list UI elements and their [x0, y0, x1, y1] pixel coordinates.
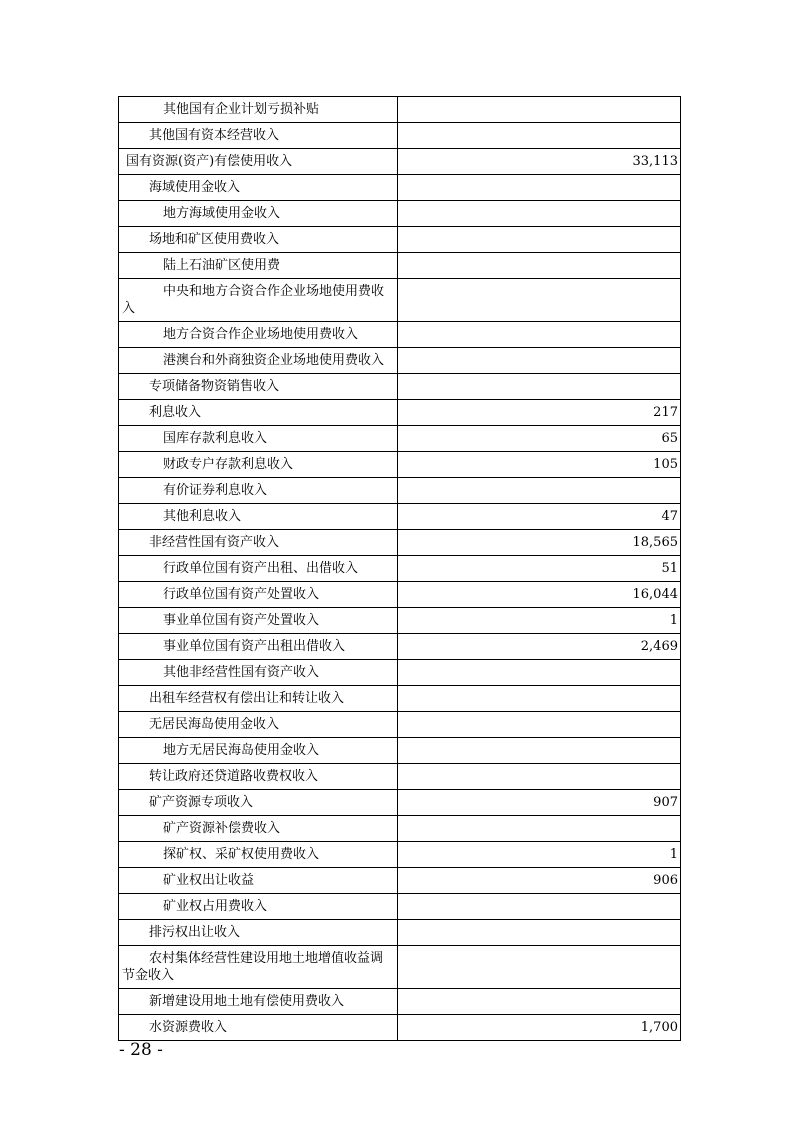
item-name: 有价证券利息收入 — [163, 483, 268, 498]
item-name: 出租车经营权有偿出让和转让收入 — [149, 691, 345, 706]
table-row — [119, 452, 681, 478]
item-name: 其他国有企业计划亏损补贴 — [163, 102, 320, 117]
item-name-cell — [119, 149, 398, 175]
table-row — [119, 608, 681, 634]
item-value — [398, 175, 681, 201]
table-row — [119, 556, 681, 582]
item-name-cell — [119, 400, 398, 426]
table-row — [119, 989, 681, 1015]
item-name: 地方海域使用金收入 — [163, 206, 281, 221]
item-name-cell — [119, 686, 398, 712]
item-value — [398, 279, 681, 322]
item-name: 事业单位国有资产处置收入 — [163, 613, 320, 628]
item-name: 利息收入 — [149, 405, 202, 420]
revenue-table — [118, 96, 681, 1041]
table-row — [119, 946, 681, 989]
item-name: 新增建设用地土地有偿使用费收入 — [149, 994, 345, 1009]
item-name-cell — [119, 478, 398, 504]
table-row — [119, 227, 681, 253]
item-name-cell — [119, 556, 398, 582]
item-name-cell — [119, 452, 398, 478]
item-name-cell — [119, 175, 398, 201]
item-name: 港澳台和外商独资企业场地使用费收入 — [163, 353, 385, 368]
item-name: 矿产资源专项收入 — [149, 795, 254, 810]
item-name-cell — [119, 348, 398, 374]
item-value: 907 — [398, 790, 681, 816]
item-value: 18,565 — [398, 530, 681, 556]
table-row — [119, 816, 681, 842]
item-name: 矿产资源补偿费收入 — [163, 821, 281, 836]
item-name: 矿业权出让收益 — [163, 873, 255, 888]
item-name: 转让政府还贷道路收费权收入 — [149, 769, 319, 784]
item-name-cell — [119, 842, 398, 868]
item-name-cell — [119, 608, 398, 634]
item-value: 51 — [398, 556, 681, 582]
item-name-cell — [119, 816, 398, 842]
item-name: 场地和矿区使用费收入 — [149, 232, 280, 247]
item-value: 65 — [398, 426, 681, 452]
item-name: 中央和地方合资合作企业场地使用费收入 — [122, 284, 385, 316]
item-value — [398, 686, 681, 712]
item-value: 217 — [398, 400, 681, 426]
table-row — [119, 201, 681, 227]
page-number: - 28 - — [119, 1040, 163, 1060]
table-row — [119, 738, 681, 764]
table-row — [119, 348, 681, 374]
item-name-cell — [119, 738, 398, 764]
item-name-cell — [119, 426, 398, 452]
item-name: 财政专户存款利息收入 — [163, 457, 294, 472]
item-name-cell — [119, 582, 398, 608]
item-value — [398, 201, 681, 227]
item-value — [398, 253, 681, 279]
table-row — [119, 322, 681, 348]
table-row — [119, 400, 681, 426]
item-value — [398, 478, 681, 504]
item-value — [398, 322, 681, 348]
item-name-cell — [119, 227, 398, 253]
item-name: 其他非经营性国有资产收入 — [163, 665, 320, 680]
item-name: 行政单位国有资产处置收入 — [163, 587, 320, 602]
item-value: 105 — [398, 452, 681, 478]
table-row — [119, 175, 681, 201]
table-row — [119, 686, 681, 712]
table-row — [119, 504, 681, 530]
item-value — [398, 123, 681, 149]
item-value: 47 — [398, 504, 681, 530]
table-row — [119, 374, 681, 400]
item-value — [398, 712, 681, 738]
item-name: 行政单位国有资产出租、出借收入 — [163, 561, 359, 576]
item-name: 海域使用金收入 — [149, 180, 241, 195]
item-value — [398, 989, 681, 1015]
table-row — [119, 712, 681, 738]
table-row — [119, 149, 681, 175]
item-name-cell — [119, 868, 398, 894]
table-row — [119, 842, 681, 868]
item-name: 其他国有资本经营收入 — [149, 128, 280, 143]
item-name-cell — [119, 790, 398, 816]
item-name-cell — [119, 894, 398, 920]
table-row — [119, 764, 681, 790]
item-name: 非经营性国有资产收入 — [149, 535, 280, 550]
item-value: 33,113 — [398, 149, 681, 175]
table-row — [119, 582, 681, 608]
item-value — [398, 894, 681, 920]
table-row — [119, 868, 681, 894]
item-name: 探矿权、采矿权使用费收入 — [163, 847, 320, 862]
item-value — [398, 374, 681, 400]
item-name-cell — [119, 97, 398, 123]
item-value — [398, 227, 681, 253]
item-name-cell — [119, 530, 398, 556]
table-row — [119, 123, 681, 149]
item-name: 事业单位国有资产出租出借收入 — [163, 639, 346, 654]
item-value: 1 — [398, 608, 681, 634]
table-row — [119, 530, 681, 556]
table-row — [119, 253, 681, 279]
table-row — [119, 790, 681, 816]
item-name: 陆上石油矿区使用费 — [163, 258, 281, 273]
item-name-cell — [119, 712, 398, 738]
revenue-table-body — [119, 97, 681, 1041]
item-name: 其他利息收入 — [163, 509, 242, 524]
item-value: 16,044 — [398, 582, 681, 608]
item-name-cell — [119, 1015, 398, 1041]
item-value — [398, 348, 681, 374]
item-name-cell — [119, 123, 398, 149]
item-name-cell — [119, 201, 398, 227]
item-value: 1 — [398, 842, 681, 868]
item-name: 地方无居民海岛使用金收入 — [163, 743, 320, 758]
item-value: 2,469 — [398, 634, 681, 660]
table-row — [119, 634, 681, 660]
item-name-cell — [119, 374, 398, 400]
item-name-cell — [119, 660, 398, 686]
table-row — [119, 920, 681, 946]
item-name: 排污权出让收入 — [149, 925, 241, 940]
item-name-cell — [119, 946, 398, 989]
item-name-cell — [119, 634, 398, 660]
item-name-cell — [119, 253, 398, 279]
item-name: 专项储备物资销售收入 — [149, 379, 280, 394]
table-row — [119, 97, 681, 123]
item-name-cell — [119, 764, 398, 790]
item-name: 国库存款利息收入 — [163, 431, 268, 446]
item-name: 地方合资合作企业场地使用费收入 — [163, 327, 359, 342]
item-name: 农村集体经营性建设用地土地增值收益调节金收入 — [122, 951, 384, 983]
table-row — [119, 279, 681, 322]
item-name-cell — [119, 920, 398, 946]
item-name: 水资源费收入 — [149, 1020, 228, 1035]
item-value — [398, 660, 681, 686]
item-value: 906 — [398, 868, 681, 894]
item-name-cell — [119, 989, 398, 1015]
item-name: 国有资源(资产)有偿使用收入 — [126, 154, 293, 169]
item-value — [398, 738, 681, 764]
table-row — [119, 478, 681, 504]
table-row — [119, 894, 681, 920]
item-name-cell — [119, 279, 398, 322]
item-value — [398, 764, 681, 790]
item-name-cell — [119, 322, 398, 348]
table-row — [119, 1015, 681, 1041]
item-value — [398, 816, 681, 842]
table-row — [119, 426, 681, 452]
item-name: 无居民海岛使用金收入 — [149, 717, 280, 732]
item-value — [398, 920, 681, 946]
item-value — [398, 946, 681, 989]
item-name: 矿业权占用费收入 — [163, 899, 268, 914]
item-name-cell — [119, 504, 398, 530]
item-value — [398, 97, 681, 123]
table-row — [119, 660, 681, 686]
item-value: 1,700 — [398, 1015, 681, 1041]
